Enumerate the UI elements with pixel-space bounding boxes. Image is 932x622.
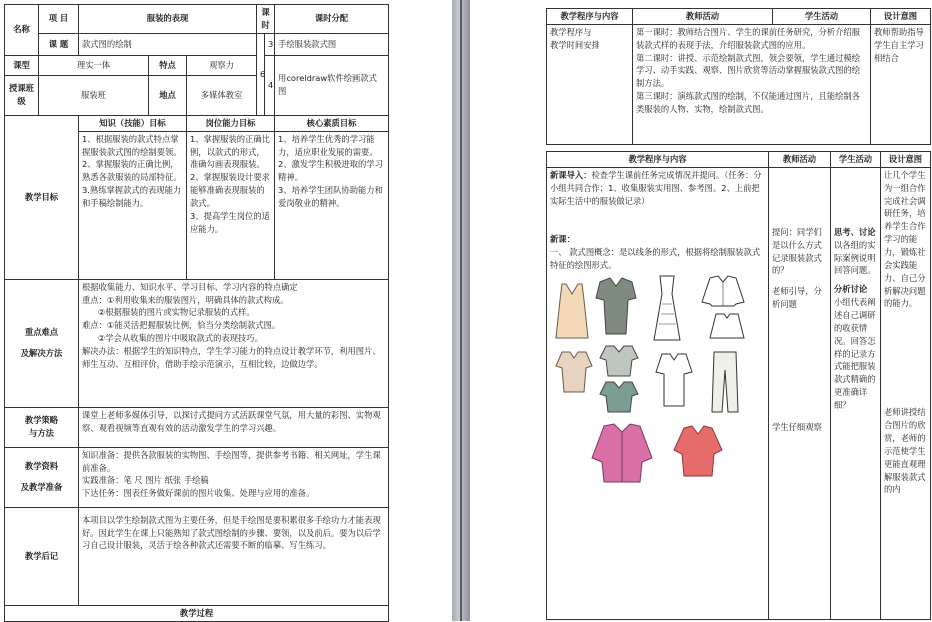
topic-value: 款式图的绘制 [79,33,257,55]
key-point-line: 重点：①利用收集来的服装图片，明确具体的款式构成。 [82,294,289,305]
resource-line: 下达任务：图表任务做好课前的图片收集、处理与应用的准备。 [82,488,315,499]
label-lesson-type: 课型 [5,55,39,75]
schedule-session: 第二课时：讲授、示范绘制款式图，领会要领，学生通过模绘学习、动手实践、观察、图片欣赏等活动掌握服装款式图的绘制方法。 [636,52,861,89]
schedule-program: 教学程序与 教学时间安排 [547,24,633,144]
allocation-1: 手绘服装款式图 [275,33,389,55]
resource-line: 知识准备：提供各款服装的实物图、手绘图等，提供参考书籍、相关网址，学生课前准备。 [82,449,381,473]
new-lesson-label: 新课： [550,234,575,245]
resource-line: 实践准备：笔 尺 图片 纸张 手绘稿 [82,475,209,486]
strategy-label-1: 教学策略 [24,415,59,426]
label-location: 地点 [149,75,187,115]
printed-top-image [598,344,640,378]
goal-header-job: 岗位能力目标 [187,115,275,131]
knit-top-image [598,380,640,414]
resources-label-1: 教学资料 [24,461,59,472]
intro-text: 检查学生课前任务完成情况并提问。（任务：分小组共同合作；1、收集服装实用图、参考图。2、上前把实际生活中的服装做记录） [550,169,762,206]
dress-sketch-image [650,274,684,344]
process-table [546,151,931,620]
patterned-shirt-image [672,424,724,478]
label-hours: 课时 [257,5,275,34]
process-header-intent: 设计意图 [881,152,931,168]
intro-label: 新课导入： [550,169,592,180]
teacher-activity-column [769,167,831,619]
key-point-line: 根据收集能力、知识水平、学习目标、学习内容的特点确定 [82,281,298,292]
label-name: 名称 [5,5,39,56]
location-value: 多媒体教室 [187,75,257,115]
schedule-header-program: 教学程序与内容 [547,9,633,25]
key-point-line: ②根据服装的图片或实物记录服装的式样。 [82,307,255,318]
key-points-label-2: 及解决方法 [20,348,63,359]
teacher-activity: 学生仔细观察 [772,422,822,433]
teacher-activity: 老师引导，分析问题 [772,286,822,310]
schedule-header-teacher: 教师活动 [633,9,773,25]
label-reflection: 教学后记 [5,507,79,605]
schedule-table [546,8,931,145]
design-intent-column [881,167,931,619]
resources-label-2: 及教学准备 [20,482,63,493]
schedule-session: 第一课时：教师结合图片、学生的课前任务研究，分析介绍服装款式样的表现手法，介绍服装款式图的应用。 [636,26,861,50]
shirt-sketch-image [708,312,746,342]
hours-part-1: 3 [265,33,275,55]
left-page [0,0,452,621]
schedule-intent: 教师帮助指导学生自主学习相结合 [871,24,931,144]
shirt-outfit-sketch-image [654,352,694,408]
concept-item: 一、 款式图概念：是以线条的形式，根据将绘制服装款式特征的绘图形式。 [550,247,761,271]
draped-top-image [594,276,638,338]
project-value: 服装的表现 [79,5,257,34]
label-topic: 课 题 [39,33,79,55]
strategy-content: 课堂上老师多媒体引导，以探讨式提问方式活跃课堂气氛，用大量的彩图、实物观察、观看视频等直观有效的活动激发学生的学习兴趣。 [79,407,389,447]
key-point-line: ②学会从收集的图片中吸取款式的表现技巧。 [82,333,263,344]
schedule-header-student: 学生活动 [773,9,871,25]
design-intent: 老师讲授结合图片的欣赏，老师的示范使学生更能直观理解服装款式的内 [884,407,926,495]
schedule-activities [633,24,871,144]
goal-header-core: 核心素质目标 [275,115,389,131]
student-activity: 思考、讨论 [834,226,876,237]
label-hour-allocation: 课时分配 [275,5,389,34]
goal-header-knowledge: 知识（技能）目标 [79,115,187,131]
label-key-points [5,279,79,407]
design-intent: 让几个学生为一组合作完成社会调研任务，培养学生合作学习的能力，锻炼社会实践能力、自己分析解决问题的能力。 [884,169,926,309]
teaching-process-heading: 教学过程 [5,605,389,621]
label-feature: 特点 [149,55,187,75]
goal-job: 1、掌握服装的正确比例，以款式的形式，准确勾画表现服装。 2、掌握服装设计要求能够准确表现服装的款式。 3、提高学生岗位的适应能力。 [187,131,275,279]
student-activity-column [831,167,881,619]
key-point-line: 解决办法：根据学生的知识特点，学生学习能力的特点设计教学环节，利用图片、师生互动、互相评价，借助手绘示范演示，互相比较，边做边学。 [82,346,381,369]
pink-jacket-image [590,422,654,484]
goal-knowledge: 1、根据服装的款式特点掌握服装款式图的绘制要领。 2、掌握服装的正确比例，熟悉各款服装的局部特征。 3.熟练掌握款式的表现能力和手稿绘制能力。 [79,131,187,279]
process-content [547,167,769,619]
student-activity: 以各组的实际案例说明回答问题。 [834,239,876,276]
goal-core: 1、培养学生优秀的学习能力，适应职业发展的需要。 2、激发学生积极进取的学习精神。 3、培养学生团队协助能力和爱岗敬业的精神。 [275,131,389,279]
resources-content [79,447,389,507]
student-activity: 小组代表阐述自己调研的收获情况。回答怎样的记录方式能把服装款式精确的更准确详细？ [834,297,876,411]
page-divider [452,0,470,621]
strategy-label-2: 与方法 [29,428,54,439]
label-strategy [5,407,79,447]
jacket-sketch-image [700,274,746,308]
reflection-content: 本项目以学生绘制款式图为主要任务，但是手绘图是要积累很多手绘功力才能表现好。因此学生在课上只能熟知了款式图绘制的步骤、要领，以及前后。要为以后学习自己设计服装，灵活于绘各种款式还需要不断的临摹、写生练习。 [79,507,389,605]
label-resources [5,447,79,507]
process-header-teacher: 教师活动 [769,152,831,168]
schedule-header-intent: 设计意图 [871,9,931,25]
key-point-line: 难点：①能灵活把握服装比例，恰当分类绘制款式图。 [82,320,281,331]
class-value: 服装班 [39,75,149,115]
total-hours: 6 [257,33,265,115]
hours-part-2: 4 [265,55,275,115]
label-project: 项 目 [39,5,79,34]
process-header-program: 教学程序与内容 [547,152,769,168]
label-teaching-goals: 教学目标 [5,115,79,279]
schedule-session: 第三课时：演练款式图的绘制，不仅能通过图片，且能绘制各类服装的人物、实物，绘制款式图。 [636,91,861,115]
process-header-student: 学生活动 [831,152,881,168]
sleeveless-top-image [552,280,592,342]
allocation-2: 用coreldraw软件绘画款式图 [275,55,389,115]
teacher-activity: 提问：同学们是以什么方式记录服装款式的？ [772,226,822,276]
student-activity: 分析讨论 [834,284,868,295]
right-page [470,0,932,621]
lesson-type-value: 理实一体 [39,55,149,75]
pants-sketch-image [710,350,740,414]
blouse-image [554,350,594,394]
label-class: 授课班级 [5,75,39,115]
lesson-plan-table [4,4,389,622]
key-points-content [79,279,389,407]
key-points-label-1: 重点难点 [24,327,59,338]
garment-illustrations [550,272,765,502]
feature-value: 观察力 [187,55,257,75]
